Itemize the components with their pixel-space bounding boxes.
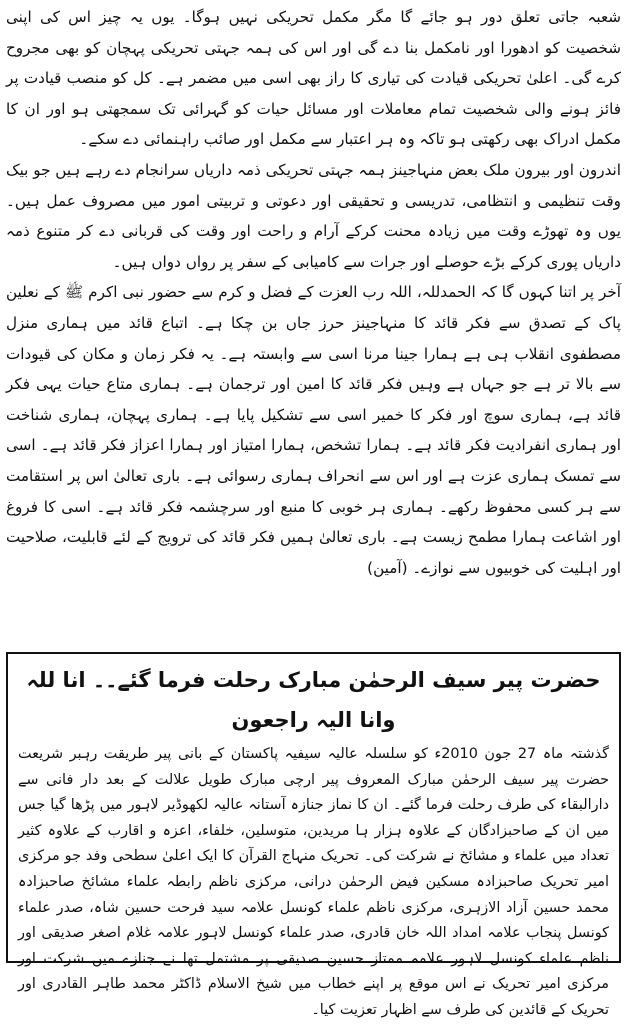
article-body: [6, 0, 621, 583]
article-paragraph-1: شعبہ جاتی تعلق دور ہو جائے گا مگر مکمل تحریکی نہیں ہوگا۔ یوں یہ چیز اس کی اپنی شخصیت کو ادھورا اور نامکمل بنا دے گی اور اس کی ہمہ جہتی تحریکی پہچان کو بھی مجروح کرے گی۔ اعلیٰ تحریکی قیادت کی تیاری کا راز بھی اسی میں مضمر ہے۔ کل کو منصب قیادت پر فائز ہونے والی شخصیت تمام معاملات اور مسائل حیات کو گہرائی تک سمجھتی ہو اور ان کا مکمل ادراک بھی رکھتی ہو تاکہ وہ ہر اعتبار سے مکمل اور صائب راہنمائی دے سکے۔: [6, 8, 621, 149]
article-paragraph-2: اندرون اور بیرون ملک بعض منہاجینز ہمہ جہتی تحریکی ذمہ داریاں سرانجام دے رہے ہیں جو بیک وقت تنظیمی و انتظامی، تدریسی و تحقیقی اور دعوتی و تربیتی امور میں مصروف عمل ہیں۔ یوں وہ تھوڑے وقت میں زیادہ محنت کرکے آرام و راحت اور وقت کی قربانی دے کر متنوع ذمہ داریاں پوری کرکے بڑے حوصلے اور جرات سے کامیابی کے سفر پر رواں دواں ہیں۔: [6, 160, 621, 271]
obituary-notice-box: [6, 652, 621, 1018]
notice-body: گذشتہ ماہ 27 جون 2010ء کو سلسلہ عالیہ سیفیہ پاکستان کے بانی پیر طریقت رہبر شریعت حضرت پیر سیف الرحمٰن مبارک المعروف پیر ارچی مبارک طویل علالت کے بعد دار فانی سے دارالبقاء کی طرف رحلت فرما گئے۔ ان کا نماز جنازہ آستانہ عالیہ لکھوڈیر لاہور میں پڑھا گیا جس میں ان کے صاحبزادگان کے علاوہ ہزار ہا مریدین، متوسلین، خلفاء، اعزہ و اقارب کے علاوہ کثیر تعداد میں علماء و مشائخ نے شرکت کی۔ تحریک منہاج القرآن کا ایک اعلیٰ سطحی وفد جو مرکزی امیر تحریک صاحبزادہ مسکین فیض الرحمٰن درانی، مرکزی ناظم رابطہ علماء مشائخ صاحبزادہ محمد حسین آزاد الازہری، مرکزی ناظم علماء کونسل علامہ سید فرحت حسین شاہ، صدر علماء کونسل پنجاب علامہ امداد اللہ خان قادری، صدر علماء کونسل لاہور علامہ غلام اصغر صدیقی اور ناظم علماء کونسل لاہور علامہ ممتاز حسین صدیقی پر مشتمل تھا نے جنازے میں شرکت اور مرکزی امیر تحریک نے اس موقع پر اپنے خطاب میں شیخ الاسلام ڈاکٹر محمد طاہر القادری اور تحریک کے قائدین کی طرف سے اظہار تعزیت کیا۔: [18, 746, 609, 1018]
article-paragraph-3: آخر پر اتنا کہوں گا کہ الحمدللہ، اللہ رب العزت کے فضل و کرم سے حضور نبی اکرم ﷺ کے نعلین پاک کے تصدق سے فکر قائد کا منہاجینز حرز جاں بن چکا ہے۔ اتباع قائد میں ہماری منزل مصطفوی انقلاب ہی ہے ہمارا جینا مرنا اسی سے وابستہ ہے۔ یہ فکر زمان و مکان کی قیودات سے بالا تر ہے جو جہاں ہے وہیں فکر قائد کا امین اور ترجمان ہے۔ ہماری متاع حیات یہی فکر قائد ہے، ہماری سوچ اور فکر کا خمیر اسی سے تشکیل پایا ہے۔ ہماری پہچان، ہماری شناخت اور ہماری انفرادیت فکر قائد ہے۔ ہمارا تشخص، ہمارا امتیاز اور ہمارا اعزاز فکر قائد ہے۔ اسی سے تمسک ہماری عزت ہے اور اس سے انحراف ہماری رسوائی ہے۔ باری تعالیٰ اس پر استقامت سے ہر کسی محفوظ رکھے۔ ہماری ہر خوبی کا منبع اور سرچشمہ فکر قائد ہے۔ اسی کا فروغ اور اشاعت ہمارا مطمح زیست ہے۔ باری تعالیٰ ہمیں فکر قائد کی ترویج کے لئے قابلیت، صلاحیت اور اہلیت کی خوبیوں سے نوازے۔ (آمین): [6, 283, 621, 577]
notice-title: حضرت پیر سیف الرحمٰن مبارک رحلت فرما گئے۔۔ انا للہ وانا الیہ راجعون: [26, 668, 601, 732]
